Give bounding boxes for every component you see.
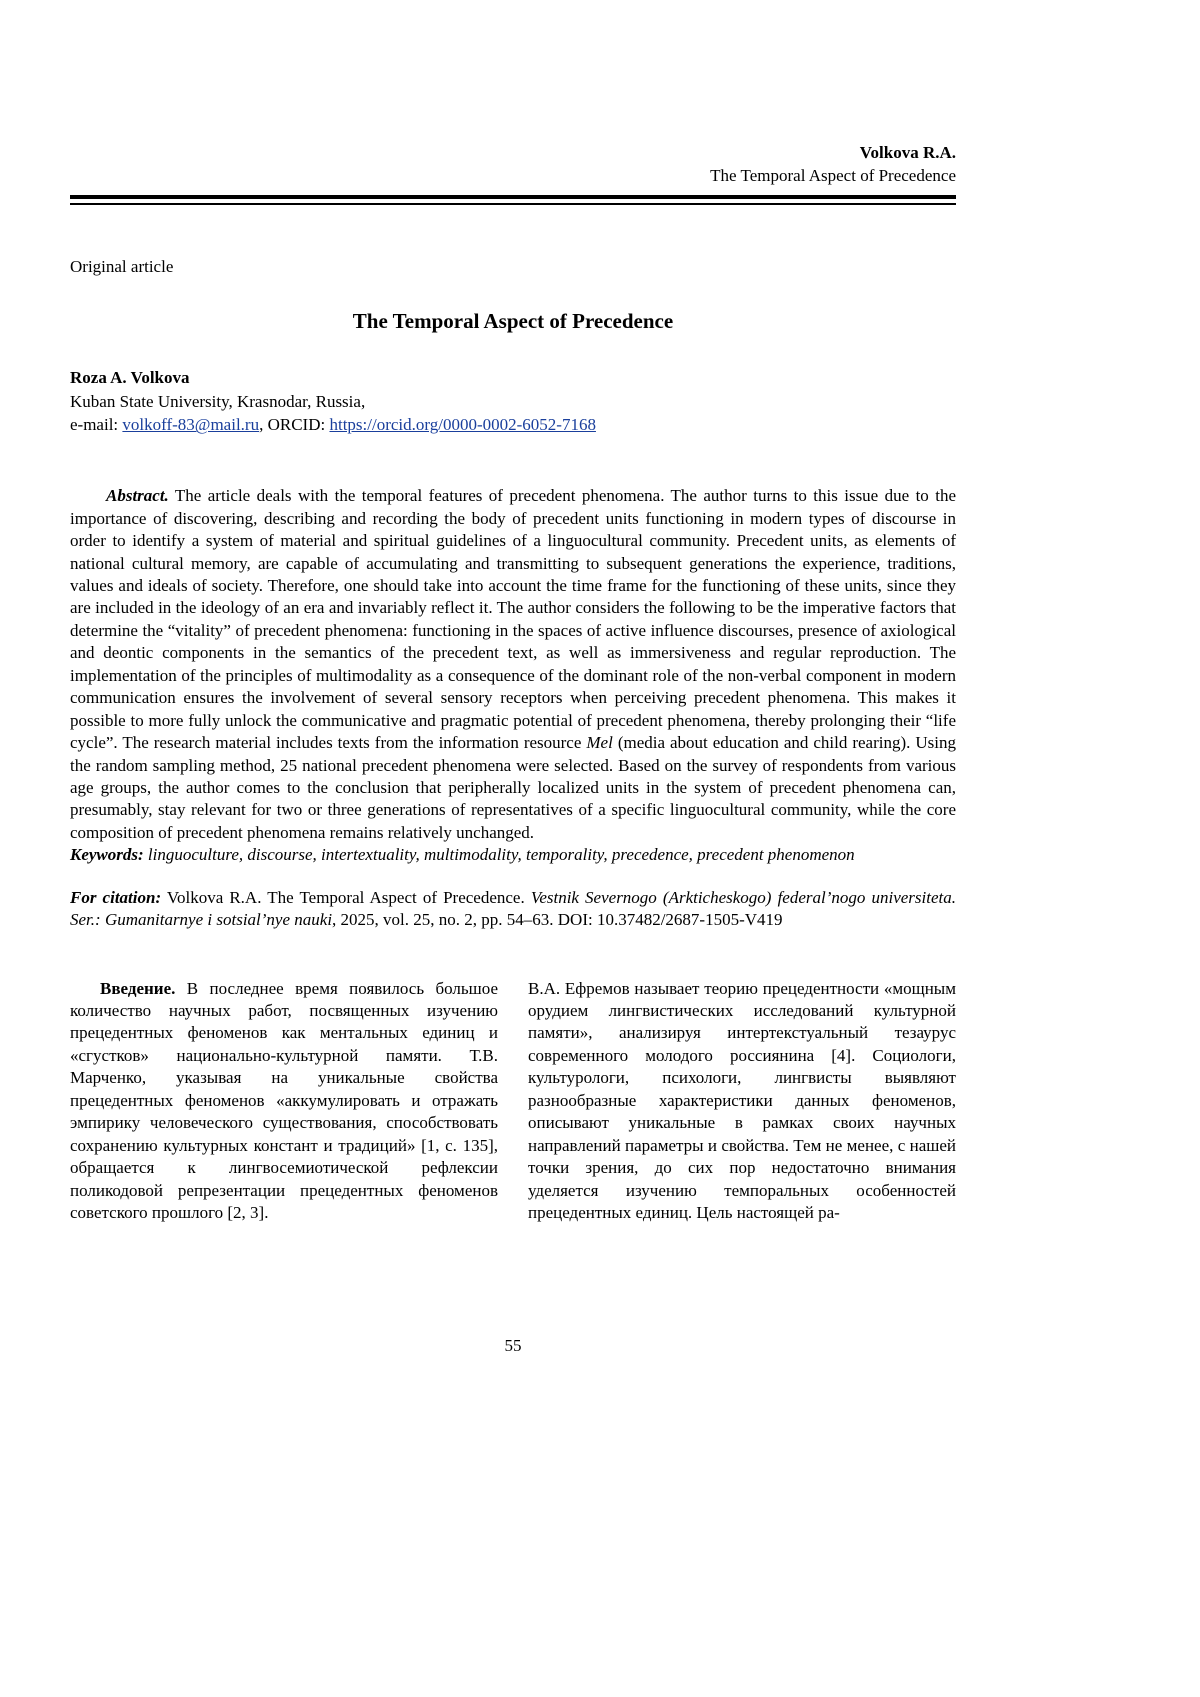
author-affiliation: Kuban State University, Krasnodar, Russia, (70, 391, 366, 411)
orcid-link[interactable]: https://orcid.org/0000-0002-6052-7168 (329, 415, 596, 435)
article-title: The Temporal Aspect of Precedence (352, 308, 674, 333)
keywords-paragraph (70, 844, 956, 866)
orcid-label: , ORCID: (259, 415, 330, 435)
header-divider (70, 195, 956, 205)
running-header (70, 142, 956, 205)
left-column (70, 978, 498, 1225)
right-column-paragraph (528, 978, 956, 1225)
article-type-label: Original article (70, 256, 174, 276)
right-column (528, 978, 956, 1225)
keywords-text: linguoculture, discourse, intertextuality, multimodality, temporality, precedence, precedent phenomenon (143, 845, 855, 865)
email-link[interactable]: volkoff-83@mail.ru (122, 415, 260, 435)
left-column-text: В последнее время появилось большое количество научных работ, посвященных изучению прецедентных феноменов как ментальных единиц и «сгустков» национально-культурной памяти. Т.В. Марченко, указывая на уникальные свойства прецедентных феноменов «аккумулировать и отражать эмпирику человеческого существования, способствовать сохранению культурных констант и традиций» [1, с. 135], обращается к лингвосемиотической рефлексии поликодовой репрезентации прецедентных феноменов советского прошлого [2, 3]. (70, 978, 498, 1222)
email-label: e-mail: (70, 415, 123, 435)
intro-paragraph (70, 978, 498, 1225)
author-contacts (70, 413, 956, 437)
citation-journal-name: Vestnik Severnogo (Arkticheskogo) federal’nogo universiteta. Ser.: Gumanitarnye i sotsial’nye nauki (70, 887, 956, 930)
abstract-paragraph (70, 485, 956, 844)
abstract-text-part1: The article deals with the temporal features of precedent phenomena. The author turns to this issue due to the importance of discovering, describing and recording the body of precedent units functioning in modern types of discourse in order to identify a system of material and spiritual guidelines of a linguocultural community. Precedent units, as elements of national cultural memory, are capable of accumulating and transmitting to subsequent generations the experience, traditions, values and ideals of society. Therefore, one should take into account the time frame for the functioning of these units, since they are included in the ideology of an era and invariably reflect it. The author considers the following to be the imperative factors that determine the “vitality” of precedent phenomena: functioning in the spaces of active influence discourses, presence of axiological and deontic components in the semantics of the precedent text, as well as immersiveness and regular reproduction. The implementation of the principles of multimodality as a consequence of the dominant role of the non-verbal component in modern communication ensures the involvement of several sensory receptors when perceiving precedent phenomena. This makes it possible to more fully unlock the communicative and pragmatic potential of precedent phenomena, thereby prolonging their “life cycle”. The research material includes texts from the information resource (70, 486, 956, 753)
citation-paragraph (70, 887, 956, 932)
running-header-author: Volkova R.A. (859, 143, 956, 162)
citation-text-part2: , 2025, vol. 25, no. 2, pp. 54–63. DOI: 10.37482/2687-1505-V419 (332, 910, 783, 930)
page-number: 55 (504, 1336, 522, 1355)
abstract-label: Abstract. (106, 486, 169, 506)
intro-label: Введение. (100, 978, 176, 998)
citation-text-part1: Volkova R.A. The Temporal Aspect of Precedence. (161, 887, 531, 907)
author-name: Roza A. Volkova (70, 367, 190, 387)
keywords-label: Keywords: (70, 845, 144, 865)
abstract-text-part2: (media about education and child rearing). Using the random sampling method, 25 national precedent phenomena were selected. Based on the survey of respondents from various age groups, the author comes to the conclusion that peripherally localized units in the system of precedent phenomena can, presumably, stay relevant for two or three generations of representatives of a specific linguocultural community, while the core composition of precedent phenomena remains relatively unchanged. (70, 733, 957, 842)
two-column-body (70, 978, 956, 1225)
right-column-text: В.А. Ефремов называет теорию прецедентности «мощным орудием лингвистических исследований культурной памяти», анализируя интертекстуальный тезаурус современного молодого россиянина [4]. Социологи, культурологи, психологи, лингвисты выявляют разнообразные характеристики данных феноменов, описывают уникальные в рамках своих научных направлений параметры и свойства. Тем не менее, с нашей точки зрения, до сих пор недостаточно внимания уделяется изучению темпоральных особенностей прецедентных единиц. Цель настоящей ра- (528, 978, 956, 1222)
running-header-title: The Temporal Aspect of Precedence (710, 165, 956, 185)
citation-label: For citation: (70, 887, 162, 907)
abstract-italic-term: Mel (586, 733, 613, 753)
author-block (70, 366, 956, 437)
